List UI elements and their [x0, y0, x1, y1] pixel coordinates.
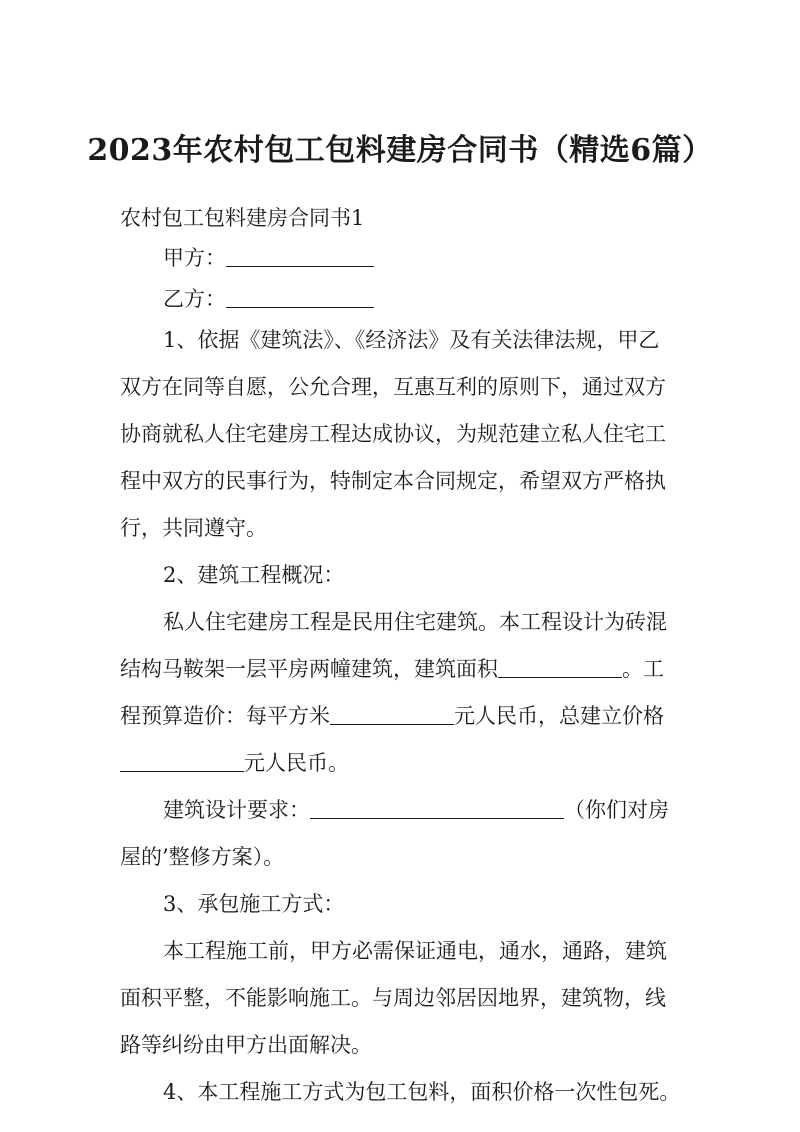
paragraph-line	[120, 646, 700, 693]
text-segment: （你们对房	[564, 798, 669, 822]
party-b-label: 乙方：	[163, 287, 226, 311]
paragraph-line	[120, 693, 700, 740]
text-segment: 结构马鞍架一层平房两幢建筑，建筑面积	[120, 657, 498, 681]
text-segment: 元人民币，总建立价格	[454, 704, 664, 728]
paragraph-line: 协商就私人住宅建房工程达成协议，为规范建立私人住宅工	[120, 422, 666, 446]
party-b-line	[163, 276, 700, 323]
section-heading: 3、承包施工方式：	[163, 892, 345, 916]
text-segment: 元人民币。	[244, 751, 349, 775]
paragraph-line	[163, 787, 700, 834]
document-title: 2023年农村包工包料建房合同书（精选6篇）	[87, 133, 713, 168]
unit-price-blank	[330, 705, 454, 725]
paragraph-line: 双方在同等自愿，公允合理，互惠互利的原则下，通过双方	[120, 375, 666, 399]
contract-subtitle: 农村包工包料建房合同书1	[120, 206, 365, 230]
text-segment: 程预算造价：每平方米	[120, 704, 330, 728]
area-blank	[498, 658, 622, 678]
paragraph-line: 面积平整，不能影响施工。与周边邻居因地界，建筑物，线	[120, 986, 666, 1010]
text-segment: 建筑设计要求：	[163, 798, 310, 822]
paragraph-line: 行，共同遵守。	[120, 516, 267, 540]
section-heading: 2、建筑工程概况：	[163, 563, 345, 587]
party-a-line	[163, 235, 700, 282]
paragraph-line: 私人住宅建房工程是民用住宅建筑。本工程设计为砖混	[163, 610, 667, 634]
paragraph-line: 程中双方的民事行为，特制定本合同规定，希望双方严格执	[120, 469, 666, 493]
party-a-blank	[226, 247, 374, 267]
paragraph-line: 1、依据《建筑法》、《经济法》及有关法律法规，甲乙	[163, 328, 660, 352]
paragraph-line: 本工程施工前，甲方必需保证通电，通水，通路，建筑	[163, 939, 667, 963]
paragraph-line: 4、本工程施工方式为包工包料，面积价格一次性包死。	[163, 1080, 681, 1104]
text-segment: 。工	[622, 657, 664, 681]
paragraph-line: 路等纠纷由甲方出面解决。	[120, 1033, 372, 1057]
paragraph-line: 屋的’整修方案）。	[120, 845, 285, 869]
party-b-blank	[226, 288, 374, 308]
party-a-label: 甲方：	[163, 246, 226, 270]
total-price-blank	[120, 752, 244, 772]
paragraph-line	[120, 740, 700, 787]
design-requirement-blank	[310, 799, 564, 819]
